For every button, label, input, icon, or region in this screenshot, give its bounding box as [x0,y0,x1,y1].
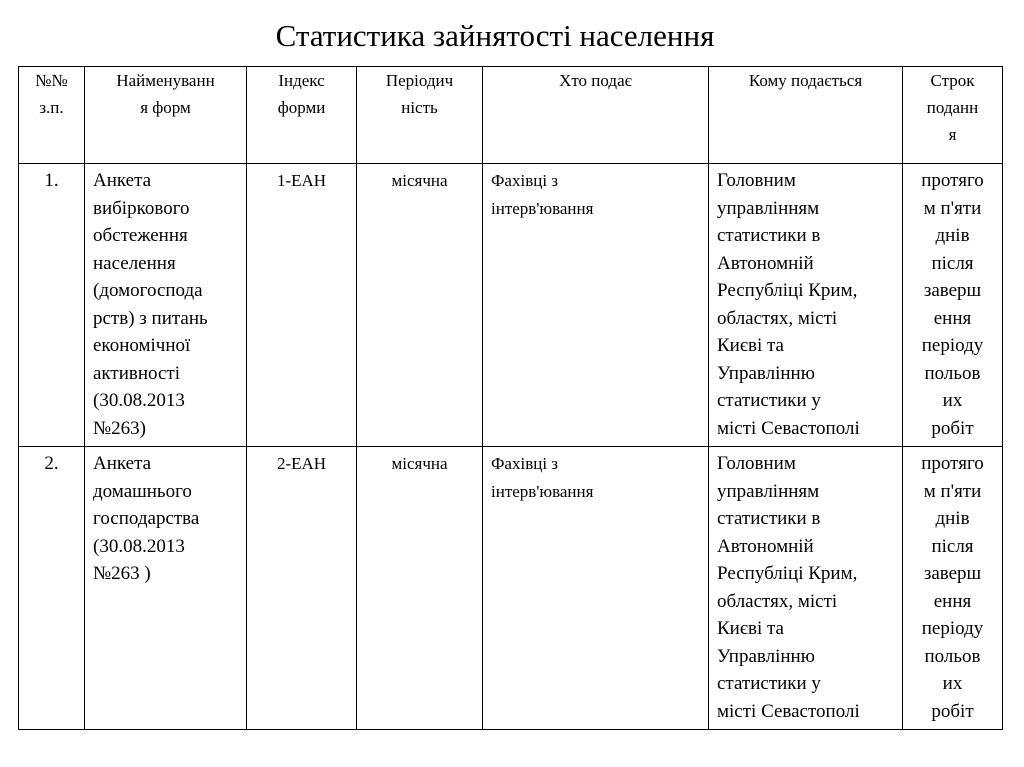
cell-num: 1. [19,164,85,447]
cell-who-submits: Фахівці з інтерв'ювання [483,164,709,447]
cell-form-name: Анкета вибіркового обстеження населення (домогоспода рств) з питань економічної активності (30.08.2013 №263) [85,164,247,447]
header-deadline: Строк поданн я [903,67,1003,164]
table-row [19,164,1003,447]
cell-deadline: протяго м п'яти днів після заверш ення періоду польов их робіт [903,164,1003,447]
cell-periodicity: місячна [357,447,483,730]
header-periodicity: Періодич ність [357,67,483,164]
header-submitted-to: Кому подається [709,67,903,164]
header-form-name: Найменуванн я форм [85,67,247,164]
header-form-index: Індекс форми [247,67,357,164]
header-num: №№ з.п. [19,67,85,164]
page-title: Статистика зайнятості населення [275,18,715,53]
cell-periodicity: місячна [357,164,483,447]
cell-submitted-to: Головним управлінням статистики в Автономній Республіці Крим, областях, місті Києві та Управлінню статистики у місті Севастополі [709,164,903,447]
table-row [19,447,1003,730]
cell-form-name: Анкета домашнього господарства (30.08.2013 №263 ) [85,447,247,730]
cell-num: 2. [19,447,85,730]
cell-form-index: 2-ЕАН [247,447,357,730]
forms-table [18,66,1003,730]
cell-deadline: протяго м п'яти днів після заверш ення періоду польов их робіт [903,447,1003,730]
cell-submitted-to: Головним управлінням статистики в Автономній Республіці Крим, областях, місті Києві та Управлінню статистики у місті Севастополі [709,447,903,730]
header-who-submits: Хто подає [483,67,709,164]
cell-who-submits: Фахівці з інтерв'ювання [483,447,709,730]
table-header-row [19,67,1003,164]
cell-form-index: 1-ЕАН [247,164,357,447]
